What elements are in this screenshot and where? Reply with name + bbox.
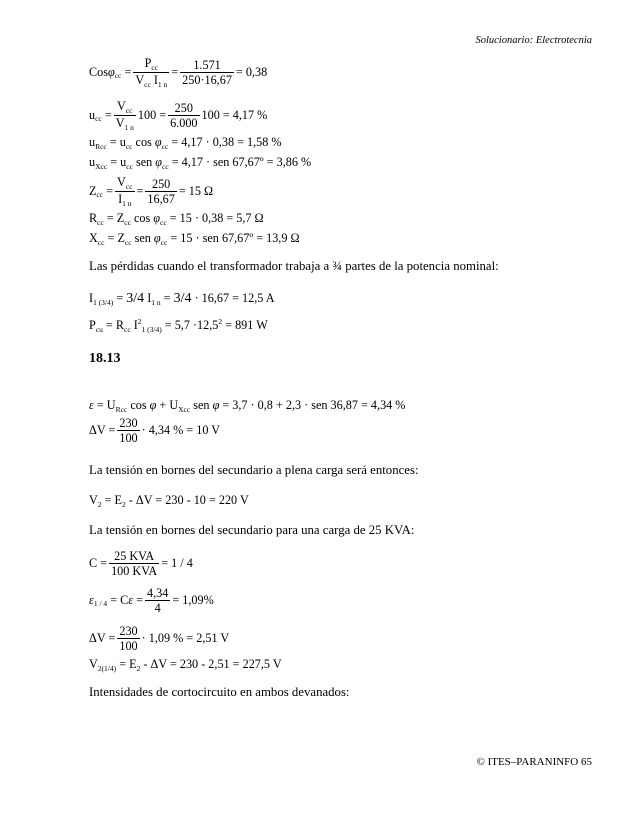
equation-epsilon: $\varepsilon = U_{Rcc}$ $\cos \varphi + U_{Xcc}$ sen φ = 3,7 · 0,8 + 2,3 · sen 36,87 = 4,34 % (89, 398, 406, 414)
fraction: $\frac{230}{100}$ (119, 624, 138, 653)
equation-i34: $I_{1 (3/4)} = 3/4$ $I_{1 n} = 3/4 \cdot 16,67 = 12,5$ A (89, 291, 275, 307)
equation-delta-v-quarter: ΔV = $\frac{230}{100}$ · 1,09 % = 2,51 V (89, 624, 230, 653)
paragraph-full-load: La tensión en bornes del secundario a plena carga será entonces: (89, 463, 419, 477)
paragraph-losses: Las pérdidas cuando el transformador trabaja a ¾ partes de la potencia nominal: (89, 259, 499, 273)
equation-delta-v: ΔV = $\frac{230}{100}$ · 4,34 % = 10 V (89, 416, 221, 445)
equation-uxcc: $u_{Xcc} = u_{cc}$ sen $\varphi_{cc} = 4,17$ · sen 67,67º = 3,86 % (89, 155, 312, 171)
paragraph-25kva: La tensión en bornes del secundario para una carga de 25 KVA: (89, 523, 415, 537)
paragraph-short-circuit: Intensidades de cortocircuito en ambos devanados: (89, 685, 350, 699)
equation-rcc: $R_{cc} = Z_{cc}$ $\cos \varphi_{cc} = 15 \cdot 0,38 = 5,7$ Ω (89, 211, 264, 227)
equation-v2-quarter: $V_{2(1/4)} = E_2 - \Delta V = 230 - 2,51 = 227,5$ V (89, 657, 282, 673)
fraction: $\frac{4,34}{4}$ (147, 586, 169, 615)
equation-cos-phi: Cos φ cc = $\frac{P_{cc}}{V_{cc} I_{1 n}}$ = $\frac{1.571}{250\cdot 16,67}$ = 0,38 (89, 56, 268, 89)
section-heading: 18.13 (89, 351, 121, 366)
equation-pcu: $P_{cu} = R_{cc}$ $I^2_{1 (3/4)} = 5,7 \cdot 12,5^2 = 891$ W (89, 317, 268, 334)
equation-c: C = $\frac{\text{25 KVA}}{\text{100 KVA}}$ = 1 / 4 (89, 549, 193, 578)
page-footer: © ITES–PARANINFO 65 (476, 756, 592, 768)
fraction: $\frac{230}{100}$ (119, 416, 138, 445)
equation-epsilon-quarter: ε 1 / 4 = C ε = $\frac{4,34}{4}$ = 1,09% (89, 586, 214, 615)
equation-v2: $V_2 = E_2 - \Delta V = 230 - 10 = 220$ V (89, 493, 249, 509)
equation-urcc: $u_{Rcc} = u_{cc}$ $\cos \varphi_{cc} = 4,17 \cdot 0,38 = 1,58$ % (89, 135, 282, 151)
running-header: Solucionario: Electrotecnia (475, 35, 592, 46)
fraction: $\frac{1.571}{250\cdot 16,67}$ (182, 58, 232, 87)
fraction: $\frac{V_{cc}}{V_{1 n}}$ (115, 99, 134, 132)
equation-ucc: u cc = $\frac{V_{cc}}{V_{1 n}}$ 100 = $\frac{250}{6.000}$ 100 = 4,17 % (89, 99, 268, 132)
fraction: $\frac{\text{25 KVA}}{\text{100 KVA}}$ (111, 549, 158, 578)
equation-zcc: Z cc = $\frac{V_{cc}}{I_{1 n}}$ = $\frac{250}{16,67}$ = 15 Ω (89, 175, 214, 208)
equation-xcc: $X_{cc} = Z_{cc}$ sen $\varphi_{cc} = 15$ · sen 67,67º = 13,9 Ω (89, 231, 300, 247)
fraction: $\frac{P_{cc}}{V_{cc} I_{1 n}}$ (135, 56, 168, 89)
fraction: $\frac{V_{cc}}{I_{1 n}}$ (117, 175, 133, 208)
fraction: $\frac{250}{6.000}$ (170, 101, 198, 130)
fraction: $\frac{250}{16,67}$ (147, 177, 175, 206)
